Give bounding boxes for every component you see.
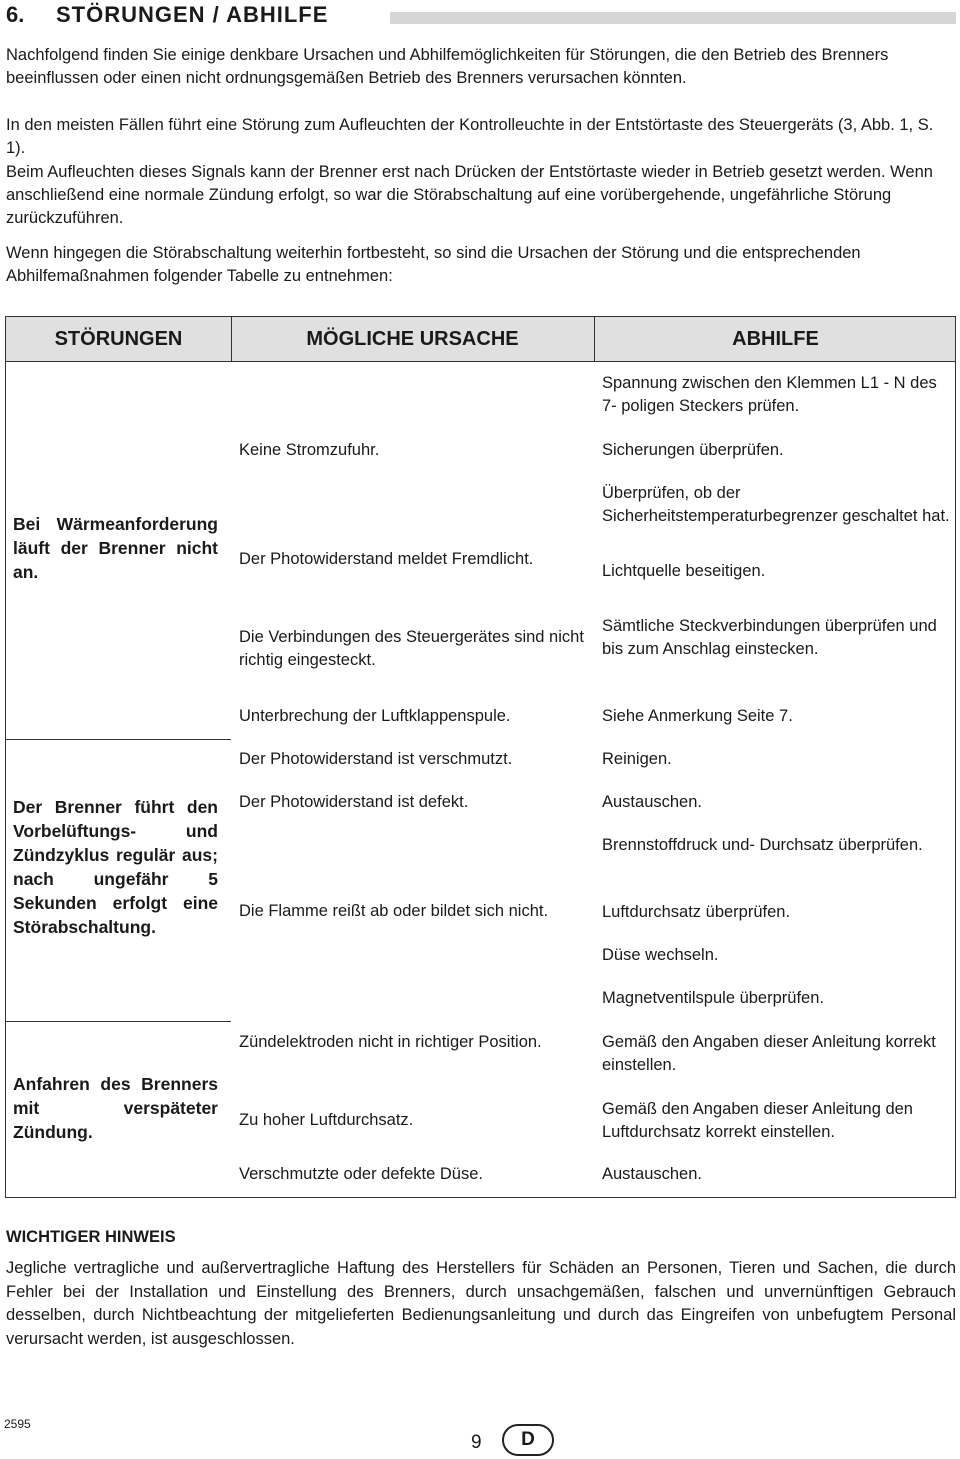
intro-paragraph-1: Nachfolgend finden Sie einige denkbare Ursachen und Abhilfemöglichkeiten für Störungen, die den Betrieb des Brenners beeinflussen oder einen nicht ordnungsgemäßen Betrieb des Brenners verursachen könnten. [6,46,889,87]
remedy-cell: Brennstoffdruck und- Durchsatz überprüfen. [602,836,923,854]
cause-cell: Die Flamme reißt ab oder bildet sich nicht. [239,902,549,920]
intro-paragraph-2: In den meisten Fällen führt eine Störung zum Aufleuchten der Kontrolleuchte in der Entstörtaste des Steuergeräts (3, Abb. 1, S. 1). [6,116,934,157]
header-rule [390,12,956,24]
cause-cell: Zu hoher Luftdurchsatz. [239,1111,414,1129]
remedy-cell: Lichtquelle beseitigen. [602,562,766,580]
notice-text: Jegliche vertragliche und außervertragliche Haftung des Herstellers für Schäden an Personen, Tieren und Sachen, die durch Fehler bei der Installation und Einstellung des Brenners, durch unsachgemäßen, falschen und unvernünftigen Gebrauch desselben, durch Nichtbeachtung der mitgelieferten Bedienungsanleitung und durch das Eingreifen von unbefugtem Personal verursacht werden, ist ausgeschlossen. [6,1259,956,1348]
symptom-delayed-ignition: Anfahren des Brenners mit verspäteter Zündung. [13,1074,218,1142]
column-header-cause: MÖGLICHE URSACHE [306,328,519,350]
column-header-remedy: ABHILFE [732,328,819,350]
symptom-no-start: Bei Wärmeanforderung läuft der Brenner nicht an. [13,514,218,582]
remedy-cell: Überprüfen, ob der Sicherheitstemperaturbegrenzer geschaltet hat. [602,484,950,525]
cause-cell: Der Photowiderstand ist verschmutzt. [239,750,513,768]
cause-cell: Der Photowiderstand meldet Fremdlicht. [239,550,534,568]
table-header [6,317,955,362]
group-divider [6,1021,231,1022]
cause-cell: Die Verbindungen des Steuergerätes sind nicht richtig eingesteckt. [239,628,584,669]
remedy-cell: Gemäß den Angaben dieser Anleitung den Luftdurchsatz korrekt einstellen. [602,1100,913,1141]
remedy-cell: Magnetventilspule überprüfen. [602,989,824,1007]
header-divider [231,317,232,362]
group-divider [6,739,231,740]
intro-paragraph-3: Beim Aufleuchten dieses Signals kann der Brenner erst nach Drücken der Entstörtaste wieder in Betrieb gesetzt werden. Wenn anschließend eine normale Zündung erfolgt, so war die Störabschaltung auf eine vorübergehende, ungefährliche Störung zurückzuführen. [6,163,933,227]
remedy-cell: Reinigen. [602,750,672,768]
intro-paragraph-4: Wenn hingegen die Störabschaltung weiterhin fortbesteht, so sind die Ursachen der Störung und die entsprechenden Abhilfemaßnahmen folgender Tabelle zu entnehmen: [6,244,861,285]
section-header [6,2,956,28]
document-code: 2595 [4,1417,31,1431]
remedy-cell: Sämtliche Steckverbindungen überprüfen und bis zum Anschlag einstecken. [602,617,937,658]
column-header-faults: STÖRUNGEN [54,328,183,350]
troubleshooting-table [5,316,956,1198]
symptom-lockout: Der Brenner führt den Vorbelüftungs- und Zündzyklus regulär aus; nach ungefähr 5 Sekunden erfolgt eine Störabschaltung. [13,797,218,937]
section-title: STÖRUNGEN / ABHILFE [56,2,329,27]
cause-cell: Keine Stromzufuhr. [239,441,380,459]
remedy-cell: Austauschen. [602,793,702,811]
cause-cell: Verschmutzte oder defekte Düse. [239,1165,483,1183]
remedy-cell: Düse wechseln. [602,946,719,964]
section-number: 6. [6,2,25,27]
page-number: 9 [471,1432,482,1453]
cause-cell: Der Photowiderstand ist defekt. [239,793,469,811]
cause-cell: Unterbrechung der Luftklappenspule. [239,707,511,725]
remedy-cell: Gemäß den Angaben dieser Anleitung korrekt einstellen. [602,1033,936,1074]
remedy-cell: Sicherungen überprüfen. [602,441,784,459]
remedy-cell: Siehe Anmerkung Seite 7. [602,707,793,725]
cause-cell: Zündelektroden nicht in richtiger Position. [239,1033,542,1051]
remedy-cell: Austauschen. [602,1165,702,1183]
remedy-cell: Spannung zwischen den Klemmen L1 - N des 7- poligen Steckers prüfen. [602,374,937,415]
notice-heading: WICHTIGER HINWEIS [6,1228,176,1246]
header-divider [594,317,595,362]
remedy-cell: Luftdurchsatz überprüfen. [602,903,791,921]
language-badge: D [502,1424,554,1456]
